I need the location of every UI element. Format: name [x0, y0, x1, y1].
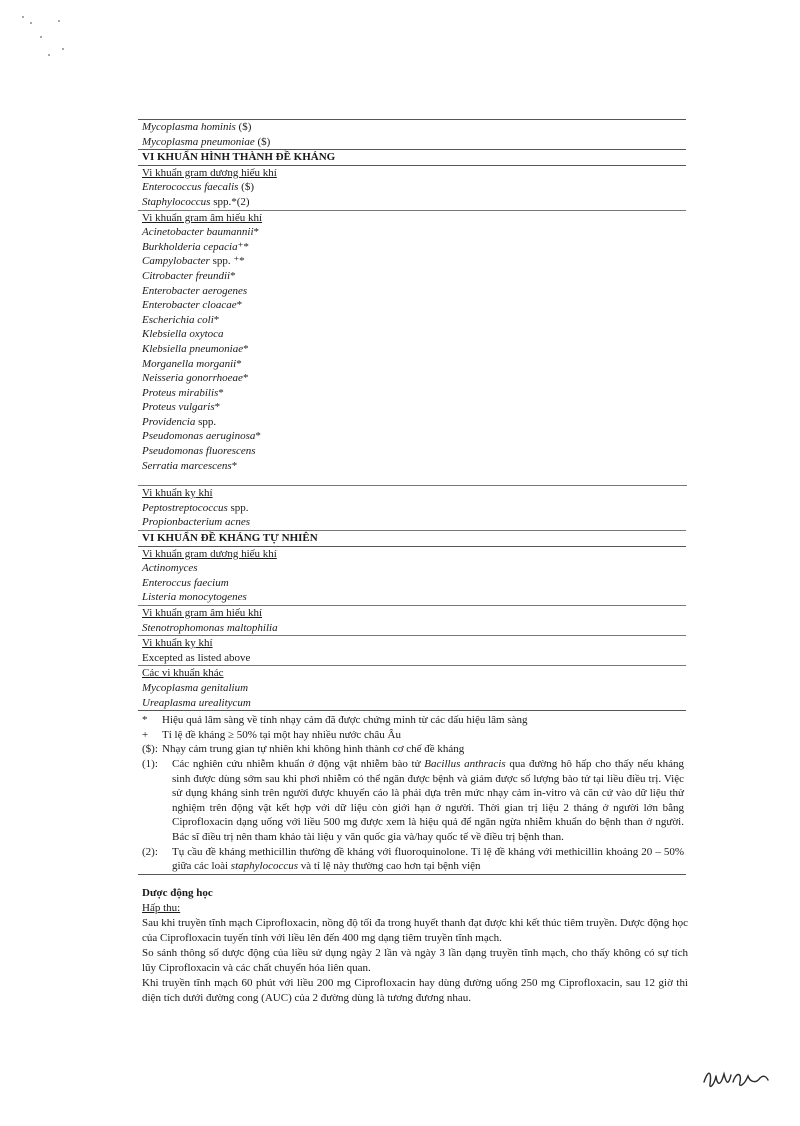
table-section-gram-negative-intrinsic [138, 606, 686, 636]
subheading: Hấp thu: [142, 902, 181, 914]
list-item: Staphylococcus spp.*(2) [142, 195, 250, 208]
list-item: Morganella morganii* [142, 357, 242, 370]
group-heading: Vi khuẩn gram dương hiếu khí [142, 166, 277, 179]
list-item: Excepted as listed above [142, 651, 251, 664]
list-item: Citrobacter freundii* [142, 269, 236, 282]
table-section-gram-positive-intrinsic [138, 547, 686, 606]
list-item: Klebsiella pneumoniae* [142, 342, 249, 355]
susceptibility-table [138, 119, 686, 875]
list-item: Actinomyces [142, 562, 198, 575]
list-item: Klebsiella oxytoca [142, 328, 224, 341]
table-footnotes [138, 711, 686, 874]
footnote: (1): Các nghiên cứu nhiễm khuẩn ở động vật nhiễm bào tử Bacillus anthracis qua đường hô hấp cho thấy nếu kháng sinh được dùng sớm sau khi phơi nhiễm có thể ngăn được bệnh và giảm được số lượng bào tử tại liều điều trị. Việc sử dụng kháng sinh trên người được khuyến cáo là phải dựa trên mức nhạy cảm in-vitro và căn cứ vào dữ liệu thử nghiệm trên động vật kết hợp với dữ liệu còn giới hạn ở người. Thời gian trị liệu 2 tháng ở người lớn bằng Ciprofloxacin dạng uống với liều 500 mg được xem là hiệu quả để ngăn ngừa nhiễm khuẩn do bệnh than ở người. Bác sĩ điều trị nên tham khảo tài liệu y văn quốc gia và/hay quốc tế về điều trị bệnh than. [142, 757, 684, 843]
table-section-top [138, 120, 686, 150]
list-item: Enterobacter aerogenes [142, 284, 248, 297]
group-heading: Vi khuẩn kỵ khí [142, 487, 213, 500]
list-item: Campylobacter spp. ⁺* [142, 255, 245, 268]
list-item: Enterococcus faecalis ($) [142, 181, 254, 194]
footnote: + Tỉ lệ đề kháng ≥ 50% tại một hay nhiều nước châu Âu [142, 728, 401, 741]
list-item: Stenotrophomonas maltophilia [142, 621, 278, 634]
table-section-gram-negative [138, 211, 686, 531]
list-item: Proteus mirabilis* [142, 386, 224, 399]
list-item: Enterobacter cloacae* [142, 299, 243, 312]
list-item: Escherichia coli* [142, 313, 220, 326]
list-item: Peptostreptococcus spp. [142, 501, 249, 514]
list-item: Serratia marcescens* [142, 459, 238, 472]
list-item: Burkholderia cepacia⁺* [142, 240, 249, 253]
list-item: Providencia spp. [142, 415, 217, 428]
footnote: ($): Nhạy cảm trung gian tự nhiên khi không hình thành cơ chế đề kháng [142, 743, 465, 756]
list-item: Mycoplasma genitalium [142, 681, 249, 694]
table-section-other [138, 666, 686, 711]
list-item: Pseudomonas aeruginosa* [142, 430, 261, 443]
list-item: Proteus vulgaris* [142, 401, 221, 414]
group-heading: Vi khuẩn gram âm hiếu khí [142, 211, 263, 224]
pharmacokinetics-section [142, 886, 688, 1006]
list-item: Acinetobacter baumannii* [142, 226, 260, 239]
paragraph: Khi truyền tĩnh mạch 60 phút với liều 200 mg Ciprofloxacin hay dùng đường uống 250 mg Ciprofloxacin, sau 12 giờ thì diện tích dưới đường cong (AUC) của 2 đường dùng là tương đương nhau. [142, 977, 688, 1004]
list-item: Enteroccus faecium [142, 576, 229, 589]
list-item: Neisseria gonorrhoeae* [142, 372, 249, 385]
scan-artifact [18, 14, 78, 64]
group-heading: Vi khuẩn gram dương hiếu khí [142, 547, 277, 560]
footnote: (2): Tụ cầu đề kháng methicillin thường đề kháng với fluoroquinolone. Tỉ lệ đề kháng với methicillin khoảng 20 – 50% giữa các loài staphylococcus và tỉ lệ này thường cao hơn tại bệnh viện [142, 845, 684, 873]
paragraph: Sau khi truyền tĩnh mạch Ciprofloxacin, nồng độ tối đa trong huyết thanh đạt được khi kết thúc tiêm truyền. Dược động học của Ciprofloxacin tuyến tính với liều lên đến 400 mg dạng tiêm truyền tĩnh mạch. [142, 917, 688, 944]
group-heading: Vi khuẩn kỵ khí [142, 637, 213, 650]
section-title-acquired-resistance: VI KHUẨN HÌNH THÀNH ĐỀ KHÁNG [138, 150, 686, 166]
list-item: Mycoplasma pneumoniae ($) [142, 135, 271, 148]
list-item: Ureaplasma urealitycum [142, 696, 251, 709]
list-item: Mycoplasma hominis ($) [142, 121, 252, 133]
table-section-gram-positive [138, 166, 686, 211]
paragraph: So sánh thông số dược động của liều sử dụng ngày 2 lần và ngày 3 lần dạng truyền tĩnh mạch, cho thấy không có sự tích lũy Ciprofloxacin và các chất chuyển hóa liên quan. [142, 947, 688, 974]
list-item: Pseudomonas fluorescens [142, 445, 256, 458]
section-title-intrinsic-resistance: VI KHUẨN ĐỀ KHÁNG TỰ NHIÊN [138, 531, 686, 547]
footnote: * Hiệu quả lâm sàng về tính nhạy cảm đã được chứng minh từ các dấu hiệu lâm sàng [142, 714, 528, 727]
handwritten-signature [700, 1062, 772, 1092]
list-item: Listeria monocytogenes [142, 591, 247, 604]
group-heading: Vi khuẩn gram âm hiếu khí [142, 607, 263, 619]
group-heading: Các vi khuẩn khác [142, 667, 224, 680]
table-section-anaerobic-intrinsic [138, 636, 686, 666]
list-item: Propionbacterium acnes [142, 516, 251, 529]
section-heading: Dược động học [142, 887, 213, 899]
blank-row [142, 473, 686, 485]
